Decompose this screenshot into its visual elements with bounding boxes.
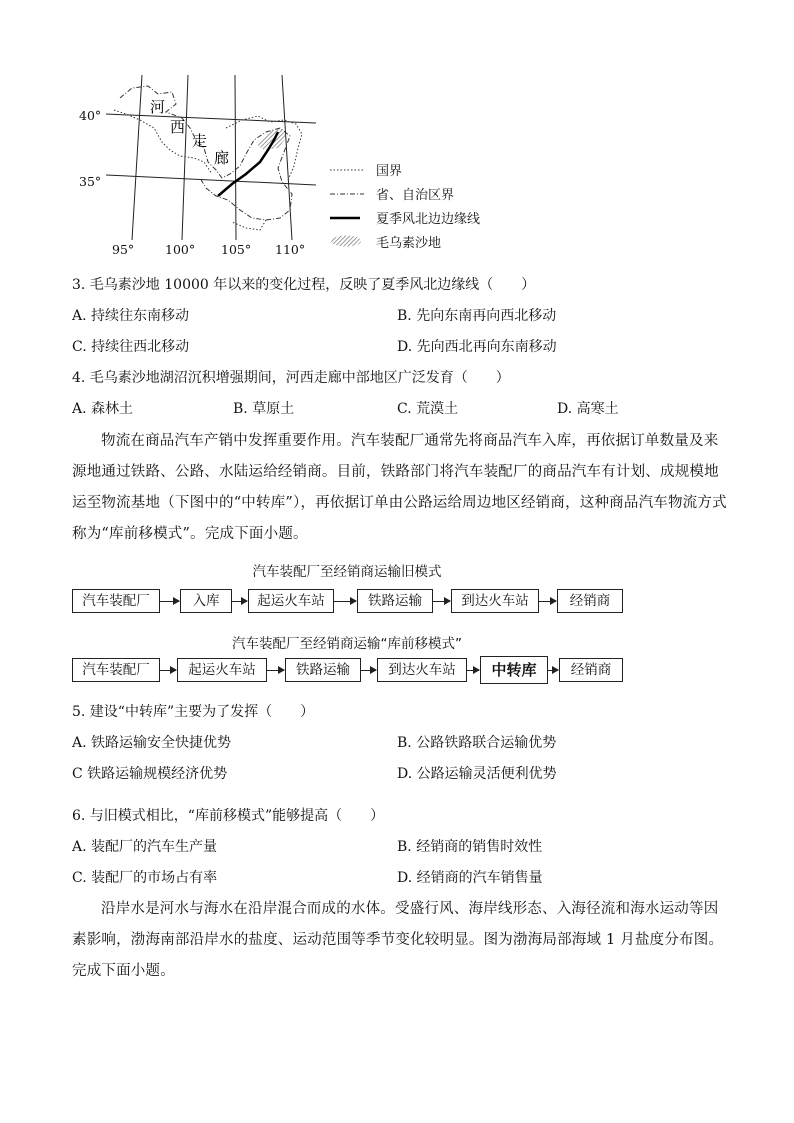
- question-4-option-a[interactable]: A. 森林土: [72, 401, 134, 417]
- legend-label-monsoon-boundary: 夏季风北边边缘线: [376, 212, 481, 227]
- flow-new-step-2: 起运火车站: [177, 658, 267, 682]
- question-3-option-c[interactable]: C. 持续往西北移动: [72, 339, 190, 355]
- longitude-line-100: [182, 75, 188, 240]
- flow-new-title: 汽车装配厂至经销商运输“库前移模式”: [232, 636, 462, 652]
- question-4-option-b[interactable]: B. 草原土: [233, 401, 295, 417]
- region-char-2: 西: [170, 118, 186, 136]
- national-boundary: [114, 110, 302, 230]
- question-5-option-d[interactable]: D. 公路运输灵活便利优势: [397, 766, 557, 782]
- hatched-area-icon: [330, 234, 366, 248]
- question-5-option-b[interactable]: B. 公路铁路联合运输优势: [397, 735, 557, 751]
- region-char-1: 河: [150, 98, 166, 116]
- flow-old-step-4: 铁路运输: [357, 589, 433, 613]
- flow-new-step-1: 汽车装配厂: [72, 658, 160, 682]
- question-5-option-c[interactable]: C 铁路运输规模经济优势: [72, 766, 228, 782]
- question-4-option-d[interactable]: D. 高寒土: [557, 401, 619, 417]
- latitude-line-35: [106, 175, 316, 185]
- question-3-stem: 3. 毛乌素沙地 10000 年以来的变化过程，反映了夏季风北边缘线（ ）: [72, 277, 536, 293]
- question-4-stem: 4. 毛乌素沙地湖沼沉积增强期间，河西走廊中部地区广泛发育（ ）: [72, 370, 510, 386]
- legend-label-province-boundary: 省、自治区界: [376, 188, 455, 203]
- question-6-option-c[interactable]: C. 装配厂的市场占有率: [72, 870, 218, 886]
- flow-new-step-5: 中转库: [480, 656, 548, 684]
- longitude-line-95: [132, 75, 142, 240]
- lon-label-100: 100°: [165, 242, 196, 257]
- flow-new-arrow-1: [160, 670, 176, 671]
- passage-coastal-water: 沿岸水是河水与海水在沿岸混合而成的水体。受盛行风、海岸线形态、入海径流和海水运动等因素影响，渤海南部沿岸水的盐度、运动范围等季节变化较明显。图为渤海局部海域 1 月盐度分布图。完成下面小题。: [72, 901, 724, 979]
- flow-old-step-5: 到达火车站: [451, 589, 539, 613]
- flow-old-arrow-3: [334, 601, 356, 602]
- longitude-line-105: [235, 75, 236, 240]
- question-3-option-a[interactable]: A. 持续往东南移动: [72, 308, 190, 324]
- flow-old-step-6: 经销商: [557, 589, 623, 613]
- dotted-line-icon: [330, 166, 366, 174]
- question-4-option-c[interactable]: C. 荒漠土: [397, 401, 459, 417]
- question-6-option-b[interactable]: B. 经销商的销售时效性: [397, 839, 543, 855]
- flow-old-step-3: 起运火车站: [248, 589, 334, 613]
- question-6-option-a[interactable]: A. 装配厂的汽车生产量: [72, 839, 218, 855]
- region-char-4: 廊: [214, 149, 230, 167]
- question-6-stem: 6. 与旧模式相比，“库前移模式”能够提高（ ）: [72, 808, 385, 824]
- flow-new-arrow-2: [267, 670, 284, 671]
- longitude-line-110: [282, 75, 292, 240]
- flow-old-arrow-2: [232, 601, 247, 602]
- lat-label-40: 40°: [79, 108, 102, 123]
- flow-new-step-6: 经销商: [559, 658, 623, 682]
- map-figure: [70, 70, 330, 260]
- passage-logistics: 物流在商品汽车产销中发挥重要作用。汽车装配厂通常先将商品汽车入库，再依据订单数量及来源地通过铁路、公路、水陆运给经销商。目前，铁路部门将汽车装配厂的商品汽车有计划、成规模地运至物流基地（下图中的“中转库”），再依据订单由公路运给周边地区经销商，这种商品汽车物流方式称为“库前移模式”。完成下面小题。: [72, 433, 727, 542]
- lat-label-35: 35°: [79, 174, 102, 189]
- question-3-option-b[interactable]: B. 先向东南再向西北移动: [397, 308, 557, 324]
- dash-dot-line-icon: [330, 190, 366, 198]
- question-5-stem: 5. 建设“中转库”主要为了发挥（ ）: [72, 704, 315, 720]
- flow-old-arrow-1: [160, 601, 179, 602]
- lon-label-95: 95°: [112, 242, 135, 257]
- flow-new-step-3: 铁路运输: [285, 658, 361, 682]
- flow-old-step-2: 入库: [180, 589, 232, 613]
- flow-old-arrow-5: [539, 601, 556, 602]
- lon-label-105: 105°: [221, 242, 252, 257]
- flow-new-arrow-3: [361, 670, 376, 671]
- flow-old-arrow-4: [433, 601, 450, 602]
- flow-new-arrow-4: [467, 670, 479, 671]
- legend-label-national-boundary: 国界: [376, 164, 403, 179]
- legend-label-sandy-land: 毛乌素沙地: [376, 236, 442, 251]
- question-6-option-d[interactable]: D. 经销商的汽车销售量: [397, 870, 543, 886]
- thick-line-icon: [330, 214, 366, 222]
- flow-old-step-1: 汽车装配厂: [72, 589, 160, 613]
- question-5-option-a[interactable]: A. 铁路运输安全快捷优势: [72, 735, 232, 751]
- flow-new-step-4: 到达火车站: [377, 658, 467, 682]
- flow-new-arrow-5: [548, 670, 558, 671]
- region-char-3: 走: [192, 132, 208, 150]
- question-3-option-d[interactable]: D. 先向西北再向东南移动: [397, 339, 557, 355]
- flow-old-title: 汽车装配厂至经销商运输旧模式: [252, 564, 442, 580]
- lon-label-110: 110°: [275, 242, 306, 257]
